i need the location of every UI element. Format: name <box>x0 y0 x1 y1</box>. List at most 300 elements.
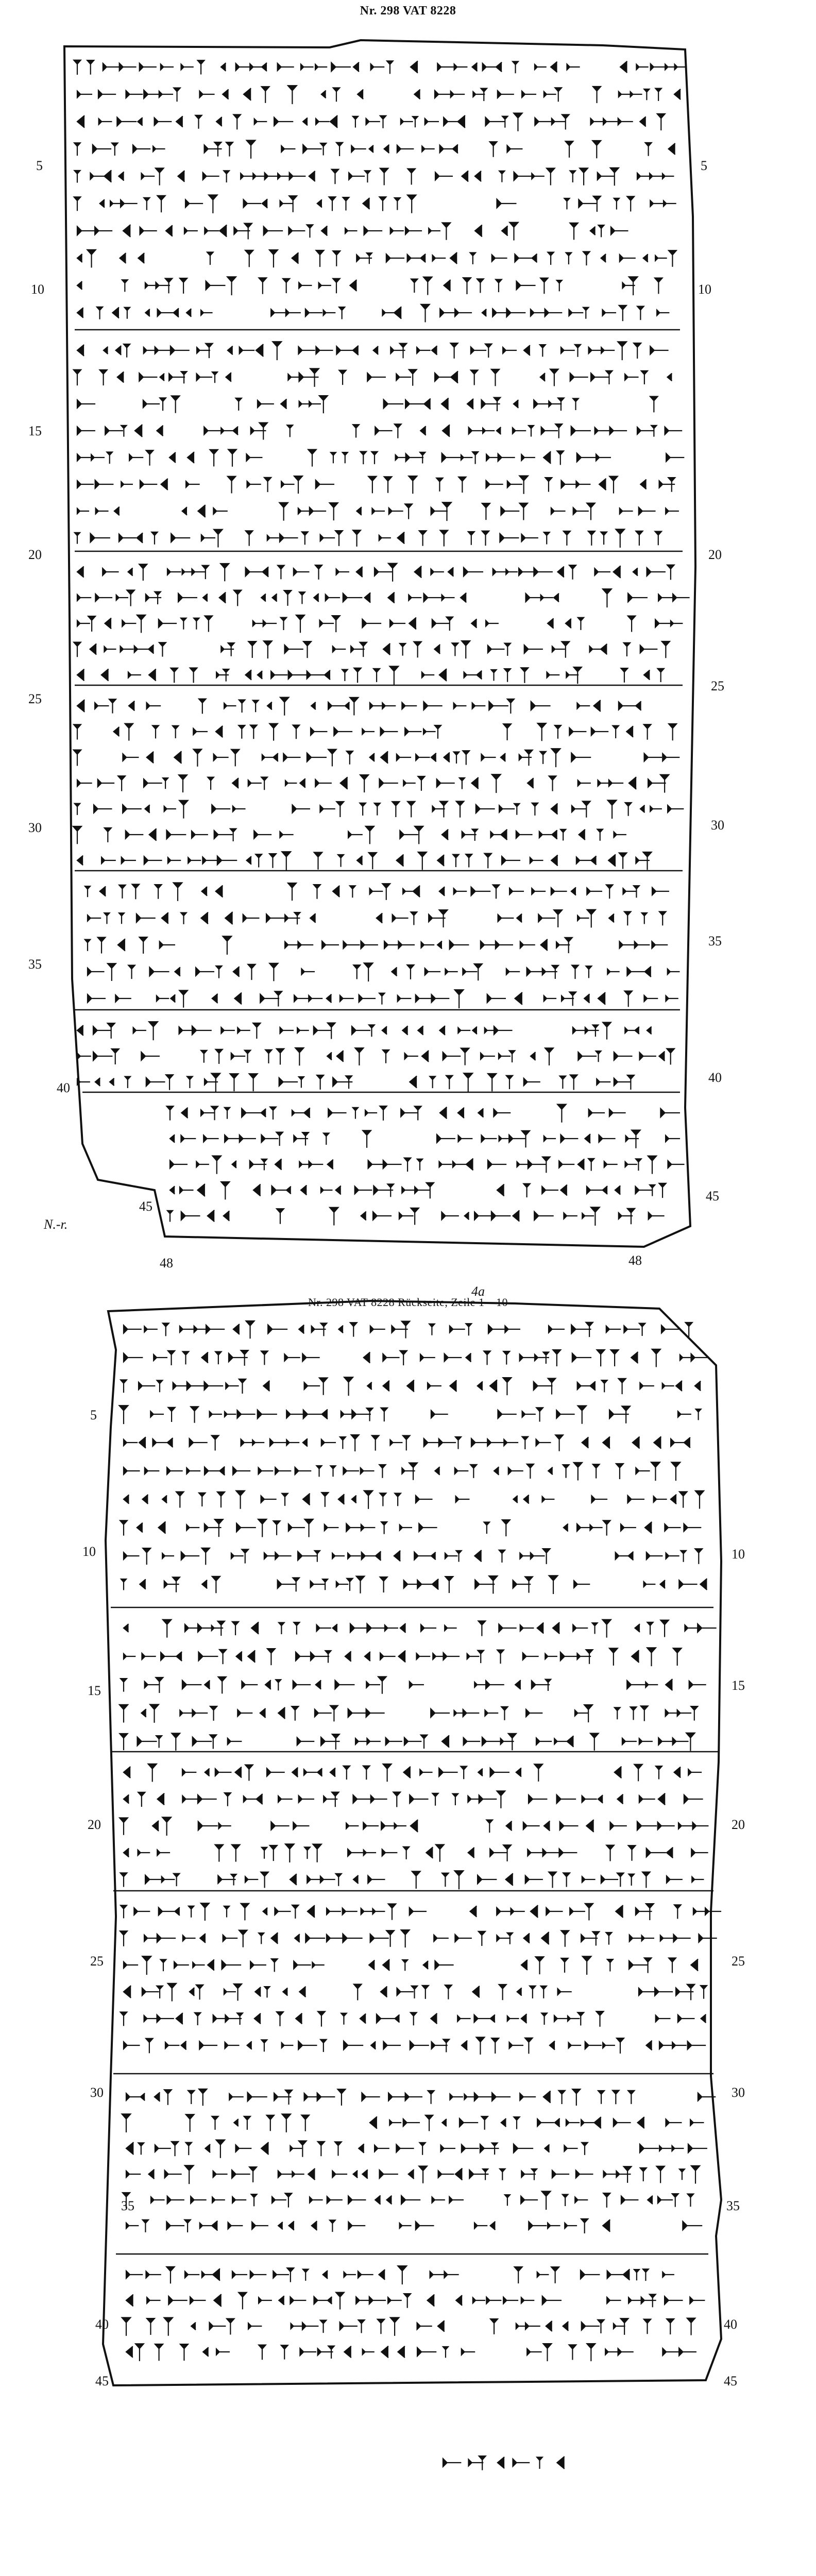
cuneiform-wedge <box>662 2272 674 2277</box>
cuneiform-wedge <box>336 1186 341 1195</box>
cuneiform-wedge <box>497 427 501 434</box>
cuneiform-wedge <box>632 1650 639 1663</box>
cuneiform-wedge <box>138 1792 145 1807</box>
cuneiform-wedge <box>551 2267 559 2283</box>
line-number: 25 <box>28 691 42 706</box>
cuneiform-wedge <box>621 2196 638 2204</box>
cuneiform-wedge <box>326 595 340 601</box>
cuneiform-wedge <box>290 173 306 180</box>
cuneiform-wedge <box>598 2091 604 2104</box>
cuneiform-wedge <box>375 427 392 435</box>
cuneiform-wedge <box>515 992 522 1005</box>
cuneiform-wedge <box>372 1909 385 1914</box>
cuneiform-wedge <box>196 1162 209 1167</box>
cuneiform-wedge <box>193 1737 212 1745</box>
cuneiform-wedge <box>603 2193 610 2208</box>
cuneiform-wedge <box>547 672 560 678</box>
cuneiform-wedge <box>193 1962 205 1968</box>
cuneiform-wedge <box>415 1187 430 1194</box>
cuneiform-wedge <box>129 454 143 461</box>
cuneiform-wedge <box>464 1738 481 1745</box>
cuneiform-wedge <box>415 826 423 844</box>
cuneiform-wedge <box>662 1383 674 1388</box>
cuneiform-wedge <box>153 146 165 151</box>
cuneiform-wedge <box>657 2166 665 2183</box>
cuneiform-wedge <box>679 1492 687 1507</box>
cuneiform-wedge <box>422 672 434 678</box>
cuneiform-wedge <box>237 1410 255 1418</box>
cuneiform-wedge <box>566 141 573 158</box>
cuneiform-wedge <box>444 2272 458 2278</box>
cuneiform-wedge <box>273 594 277 601</box>
cuneiform-wedge <box>380 116 386 128</box>
cuneiform-wedge <box>173 1382 189 1389</box>
cuneiform-wedge <box>603 1520 610 1535</box>
cuneiform-wedge <box>386 254 404 262</box>
cuneiform-wedge <box>216 672 229 677</box>
cuneiform-wedge <box>181 1552 199 1560</box>
cuneiform-wedge <box>161 64 174 70</box>
cuneiform-wedge <box>150 1411 164 1417</box>
cuneiform-wedge <box>570 1908 585 1915</box>
cuneiform-wedge <box>634 2269 639 2280</box>
cuneiform-wedge <box>560 1185 567 1196</box>
cuneiform-wedge <box>121 1905 127 1918</box>
cuneiform-wedge <box>168 2296 187 2304</box>
cuneiform-wedge <box>417 2323 432 2330</box>
cuneiform-wedge <box>322 1410 328 1419</box>
cuneiform-wedge <box>167 1211 173 1222</box>
cuneiform-wedge <box>121 200 138 207</box>
cuneiform-wedge <box>253 700 259 712</box>
cuneiform-wedge <box>494 1467 499 1475</box>
cuneiform-wedge <box>191 1406 198 1422</box>
cuneiform-wedge <box>201 535 215 541</box>
cuneiform-wedge <box>370 2116 377 2128</box>
cuneiform-wedge <box>258 671 262 679</box>
cuneiform-wedge <box>149 2170 155 2179</box>
cuneiform-wedge <box>474 2093 492 2100</box>
cuneiform-wedge <box>210 2323 226 2330</box>
cuneiform-wedge <box>147 752 154 763</box>
cuneiform-wedge <box>591 728 608 736</box>
cuneiform-wedge <box>160 374 165 381</box>
cuneiform-wedge <box>522 1437 528 1449</box>
cuneiform-wedge <box>254 831 271 839</box>
cuneiform-wedge <box>105 427 123 434</box>
cuneiform-wedge <box>336 1582 348 1587</box>
cuneiform-wedge <box>191 2323 196 2330</box>
cuneiform-wedge <box>98 937 106 953</box>
cuneiform-wedge <box>443 1052 461 1060</box>
cuneiform-wedge <box>641 2297 656 2304</box>
cuneiform-wedge <box>383 1050 389 1063</box>
cuneiform-wedge <box>631 1352 638 1363</box>
cuneiform-wedge <box>383 1959 389 1971</box>
cuneiform-wedge <box>498 2457 504 2468</box>
cuneiform-wedge <box>537 2272 549 2277</box>
cuneiform-wedge <box>280 534 298 542</box>
cuneiform-wedge <box>688 2144 707 2153</box>
cuneiform-wedge <box>253 174 266 179</box>
cuneiform-wedge <box>366 826 374 844</box>
cuneiform-wedge <box>361 1524 376 1531</box>
cuneiform-wedge <box>355 1048 364 1065</box>
cuneiform-wedge <box>647 1552 663 1560</box>
cuneiform-wedge <box>253 1184 261 1196</box>
cuneiform-wedge <box>205 145 222 153</box>
cuneiform-wedge <box>200 2223 212 2228</box>
cuneiform-wedge <box>77 400 95 408</box>
cuneiform-wedge <box>578 1406 586 1424</box>
cuneiform-wedge <box>597 1079 610 1085</box>
cuneiform-wedge <box>294 1622 299 1635</box>
cuneiform-wedge <box>145 309 150 316</box>
cuneiform-wedge <box>601 532 606 545</box>
cuneiform-wedge <box>669 1958 676 1973</box>
cuneiform-wedge <box>603 1620 611 1638</box>
cuneiform-wedge <box>224 1211 230 1221</box>
cuneiform-wedge <box>524 1078 540 1086</box>
cuneiform-wedge <box>635 1624 640 1632</box>
cuneiform-wedge <box>566 672 579 677</box>
cuneiform-wedge <box>474 2015 491 2023</box>
cuneiform-wedge <box>443 2459 461 2466</box>
cuneiform-wedge <box>330 503 338 520</box>
cuneiform-wedge <box>609 1109 626 1116</box>
cuneiform-wedge <box>335 1681 354 1689</box>
cuneiform-wedge <box>606 1933 611 1945</box>
cuneiform-wedge <box>399 1213 414 1219</box>
cuneiform-wedge <box>577 703 590 709</box>
cuneiform-wedge <box>534 1212 554 1220</box>
cuneiform-wedge <box>363 1130 371 1147</box>
cuneiform-wedge <box>559 1849 577 1856</box>
cuneiform-wedge <box>124 1353 143 1362</box>
cuneiform-wedge <box>245 1876 258 1882</box>
cuneiform-wedge <box>294 1961 311 1969</box>
cuneiform-wedge <box>299 282 312 288</box>
line-number: 10 <box>82 1544 96 1559</box>
cuneiform-wedge <box>514 400 518 408</box>
cuneiform-wedge <box>112 143 117 156</box>
cuneiform-wedge <box>355 1187 372 1194</box>
cuneiform-wedge <box>208 777 213 790</box>
cuneiform-wedge <box>659 911 666 925</box>
cuneiform-wedge <box>524 1933 530 1943</box>
cuneiform-wedge <box>395 1823 406 1828</box>
cuneiform-wedge <box>537 1623 544 1634</box>
cuneiform-wedge <box>627 1496 644 1503</box>
cuneiform-wedge <box>181 1108 188 1118</box>
cuneiform-wedge <box>207 252 213 265</box>
cuneiform-wedge <box>186 1525 199 1531</box>
cuneiform-wedge <box>366 1682 380 1688</box>
cuneiform-wedge <box>181 1136 196 1142</box>
cuneiform-wedge <box>74 370 81 385</box>
cuneiform-wedge <box>420 1770 432 1775</box>
cuneiform-wedge <box>343 1467 359 1474</box>
cuneiform-wedge <box>116 346 122 355</box>
cuneiform-wedge <box>415 566 422 578</box>
cuneiform-wedge <box>331 63 351 71</box>
cuneiform-wedge <box>324 1133 329 1145</box>
line-number: 48 <box>628 1253 642 1268</box>
cuneiform-wedge <box>144 1326 158 1332</box>
cuneiform-wedge <box>349 173 365 180</box>
cuneiform-wedge <box>497 1935 510 1941</box>
cuneiform-wedge <box>137 1523 143 1533</box>
cuneiform-wedge <box>304 1108 310 1117</box>
cuneiform-wedge <box>393 1792 400 1807</box>
cuneiform-wedge <box>614 1052 633 1060</box>
cuneiform-wedge <box>149 828 157 840</box>
cuneiform-wedge <box>551 888 567 894</box>
cuneiform-wedge <box>404 2294 411 2308</box>
cuneiform-wedge <box>201 310 213 315</box>
cuneiform-wedge <box>671 621 683 626</box>
cuneiform-wedge <box>109 699 116 713</box>
cuneiform-wedge <box>466 1353 471 1362</box>
cuneiform-wedge <box>569 565 576 580</box>
cuneiform-wedge <box>577 916 589 921</box>
cuneiform-wedge <box>292 2172 304 2177</box>
cuneiform-wedge <box>347 751 353 765</box>
cuneiform-wedge <box>273 753 278 761</box>
cuneiform-wedge <box>448 567 453 576</box>
cuneiform-wedge <box>521 2196 538 2204</box>
tablet-reverse <box>0 1273 816 2576</box>
cuneiform-wedge <box>619 853 626 869</box>
cuneiform-wedge <box>342 670 347 681</box>
cuneiform-wedge <box>629 1961 648 1969</box>
cuneiform-wedge <box>492 2093 511 2101</box>
cuneiform-wedge <box>606 885 613 899</box>
cuneiform-wedge <box>380 2170 398 2178</box>
cuneiform-wedge <box>126 2142 133 2155</box>
cuneiform-wedge <box>468 1848 474 1858</box>
cuneiform-wedge <box>144 2015 158 2022</box>
cuneiform-wedge <box>672 2194 678 2207</box>
cuneiform-wedge <box>271 1822 289 1829</box>
cuneiform-wedge <box>353 116 358 128</box>
cuneiform-wedge <box>601 644 607 654</box>
cuneiform-wedge <box>546 1908 563 1915</box>
cuneiform-wedge <box>528 1850 542 1856</box>
cuneiform-wedge <box>389 508 403 514</box>
cuneiform-wedge <box>140 937 147 954</box>
cuneiform-wedge <box>379 1465 385 1478</box>
cuneiform-wedge <box>416 2222 434 2230</box>
line-number: 45 <box>724 2374 737 2388</box>
cuneiform-wedge <box>431 2013 437 2024</box>
cuneiform-wedge <box>328 750 336 767</box>
cuneiform-wedge <box>585 1134 590 1143</box>
cuneiform-wedge <box>449 2197 464 2203</box>
cuneiform-wedge <box>190 1988 194 1996</box>
cuneiform-wedge <box>544 1136 556 1141</box>
cuneiform-wedge <box>520 1354 535 1361</box>
cuneiform-wedge <box>504 669 511 682</box>
cuneiform-wedge <box>286 1187 291 1194</box>
cuneiform-wedge <box>420 426 426 435</box>
cuneiform-wedge <box>550 369 558 386</box>
cuneiform-wedge <box>516 831 533 838</box>
cuneiform-wedge <box>543 451 551 464</box>
cuneiform-wedge <box>557 451 564 465</box>
cuneiform-wedge <box>166 831 186 839</box>
cuneiform-wedge <box>294 568 310 575</box>
cuneiform-wedge <box>696 1409 701 1420</box>
cuneiform-wedge <box>494 1026 513 1035</box>
cuneiform-wedge <box>555 1435 563 1451</box>
cuneiform-wedge <box>353 425 359 437</box>
cuneiform-wedge <box>433 255 446 261</box>
cuneiform-wedge <box>346 1823 359 1829</box>
cuneiform-wedge <box>192 569 205 574</box>
cuneiform-wedge <box>650 806 662 811</box>
cuneiform-wedge <box>155 118 172 126</box>
cuneiform-wedge <box>157 1380 163 1392</box>
cuneiform-wedge <box>212 2197 225 2203</box>
cuneiform-wedge <box>410 1682 424 1688</box>
cuneiform-wedge <box>648 1622 653 1635</box>
cuneiform-wedge <box>451 371 458 383</box>
cuneiform-wedge <box>143 400 160 408</box>
cuneiform-wedge <box>302 1354 319 1362</box>
cuneiform-wedge <box>521 534 538 541</box>
cuneiform-wedge <box>555 725 561 739</box>
cuneiform-wedge <box>385 1625 398 1631</box>
cuneiform-wedge <box>213 2268 220 2280</box>
cuneiform-wedge <box>488 646 505 653</box>
cuneiform-wedge <box>581 2219 588 2233</box>
cuneiform-wedge <box>380 168 388 185</box>
cuneiform-wedge <box>566 2120 580 2125</box>
cuneiform-wedge <box>274 117 293 126</box>
cuneiform-wedge <box>240 347 254 354</box>
cuneiform-wedge <box>494 1109 511 1116</box>
cuneiform-wedge <box>155 2344 163 2361</box>
cuneiform-wedge <box>298 1552 317 1561</box>
cuneiform-wedge <box>587 2344 595 2361</box>
cuneiform-wedge <box>571 1325 591 1334</box>
cuneiform-wedge <box>279 2296 284 2304</box>
cuneiform-wedge <box>564 198 569 209</box>
cuneiform-wedge <box>513 428 526 434</box>
cuneiform-wedge <box>242 1681 258 1688</box>
cuneiform-wedge <box>124 1986 131 1998</box>
cuneiform-wedge <box>619 702 637 709</box>
cuneiform-wedge <box>287 425 293 437</box>
cuneiform-wedge <box>506 1821 512 1831</box>
cuneiform-wedge <box>673 1935 690 1942</box>
cuneiform-wedge <box>331 1466 336 1477</box>
cuneiform-wedge <box>358 90 363 99</box>
cuneiform-wedge <box>430 2272 445 2278</box>
cuneiform-wedge <box>645 1682 658 1687</box>
cuneiform-wedge <box>478 1769 483 1776</box>
cuneiform-wedge <box>170 1161 188 1168</box>
cuneiform-wedge <box>148 1764 157 1782</box>
cuneiform-wedge <box>186 481 200 487</box>
cuneiform-wedge <box>181 913 186 924</box>
cuneiform-wedge <box>437 1134 455 1143</box>
cuneiform-wedge <box>613 726 618 738</box>
cuneiform-wedge <box>269 250 278 267</box>
cuneiform-wedge <box>450 1326 465 1332</box>
cuneiform-wedge <box>379 779 398 787</box>
cuneiform-wedge <box>121 646 134 652</box>
cuneiform-wedge <box>370 753 375 761</box>
cuneiform-wedge <box>544 532 550 544</box>
cuneiform-wedge <box>332 1553 345 1558</box>
cuneiform-wedge <box>176 1652 182 1661</box>
cuneiform-wedge <box>325 1524 339 1531</box>
cuneiform-wedge <box>481 754 496 760</box>
cuneiform-wedge <box>282 852 291 870</box>
cuneiform-wedge <box>474 1212 492 1219</box>
cuneiform-wedge <box>455 1468 469 1474</box>
cuneiform-wedge <box>248 2093 267 2102</box>
cuneiform-wedge <box>328 1160 333 1170</box>
cuneiform-wedge <box>566 619 571 628</box>
cuneiform-wedge <box>226 142 233 156</box>
cuneiform-wedge <box>491 1212 511 1220</box>
cuneiform-wedge <box>603 2043 615 2048</box>
cuneiform-wedge <box>152 1821 159 1831</box>
cuneiform-wedge <box>392 968 397 976</box>
cuneiform-wedge <box>437 779 455 787</box>
cuneiform-wedge <box>400 831 418 838</box>
cuneiform-wedge <box>651 64 665 70</box>
cuneiform-wedge <box>644 753 662 761</box>
cuneiform-wedge <box>98 779 114 787</box>
cuneiform-wedge <box>179 775 187 792</box>
cuneiform-wedge <box>139 1437 146 1448</box>
cuneiform-wedge <box>619 1379 626 1394</box>
cuneiform-wedge <box>77 509 89 514</box>
cuneiform-wedge <box>205 2144 210 2153</box>
cuneiform-wedge <box>443 2347 448 2358</box>
cuneiform-wedge <box>120 1405 128 1424</box>
cuneiform-wedge <box>244 1796 257 1802</box>
cuneiform-wedge <box>265 1987 270 1997</box>
cuneiform-wedge <box>574 1581 590 1588</box>
cuneiform-wedge <box>256 344 263 357</box>
cuneiform-wedge <box>313 1844 321 1862</box>
cuneiform-wedge <box>562 996 574 1002</box>
cuneiform-wedge <box>659 1052 665 1061</box>
cuneiform-wedge <box>677 1710 691 1716</box>
cuneiform-wedge <box>269 724 277 741</box>
line-number: 35 <box>708 934 722 948</box>
cuneiform-wedge <box>637 307 643 320</box>
cuneiform-wedge <box>383 1381 389 1391</box>
cuneiform-wedge <box>695 1381 701 1391</box>
cuneiform-wedge <box>261 777 267 790</box>
cuneiform-wedge <box>660 1620 668 1637</box>
cuneiform-wedge <box>336 802 344 817</box>
cuneiform-wedge <box>367 373 386 381</box>
cuneiform-wedge <box>639 1738 653 1744</box>
cuneiform-wedge <box>591 1207 600 1226</box>
cuneiform-wedge <box>691 2166 700 2184</box>
cuneiform-wedge <box>487 1820 492 1833</box>
cuneiform-wedge <box>288 671 307 679</box>
cuneiform-wedge <box>124 1962 138 1968</box>
cuneiform-wedge <box>406 453 423 461</box>
